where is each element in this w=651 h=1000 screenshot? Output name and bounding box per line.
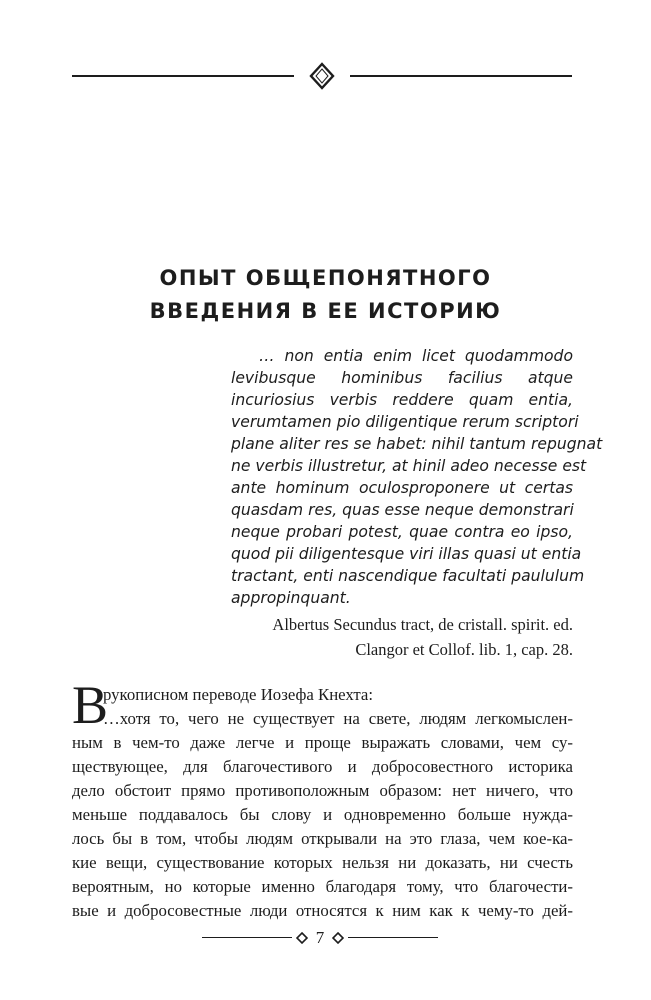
attribution-line-1: Albertus Secundus tract, de cristall. spirit. ed. bbox=[272, 615, 573, 634]
body-line: кие вещи, существование которых нельзя ни доказать, ни счесть bbox=[72, 853, 573, 872]
chapter-title-line-1: ОПЫТ ОБЩЕПОНЯТНОГО bbox=[159, 266, 492, 290]
epigraph-line: quasdam res, quas esse neque demonstrari bbox=[231, 501, 574, 519]
body-line: меньше поддавалось бы слову и одновременно больше нужда- bbox=[72, 805, 573, 824]
diamond-right-icon bbox=[332, 932, 344, 944]
epigraph-line: tractant, enti nascendique facultati paululum bbox=[231, 567, 585, 585]
epigraph-line: … non entia enim licet quodammodo bbox=[259, 347, 573, 365]
body-line: дело обстоит прямо противоположным образом: нет ничего, что bbox=[72, 781, 573, 800]
attribution-line-2: Clangor et Collof. lib. 1, cap. 28. bbox=[355, 640, 573, 659]
body-line: вероятным, но которые именно благодаря тому, что благочести- bbox=[72, 877, 573, 896]
epigraph-line: ne verbis illustretur, at hinil adeo necesse est bbox=[231, 457, 587, 475]
chapter-title bbox=[0, 262, 651, 328]
epigraph-line: verumtamen pio diligentique rerum scriptori bbox=[231, 413, 579, 431]
page-footer bbox=[202, 926, 438, 950]
diamond-ornament-icon bbox=[309, 62, 335, 90]
epigraph-attribution bbox=[231, 612, 573, 662]
ornament-rule-right bbox=[350, 75, 572, 77]
chapter-title-line-2: ВВЕДЕНИЯ В ЕЕ ИСТОРИЮ bbox=[149, 299, 502, 323]
body-line: ным в чем-то даже легче и проще выражать словами, чем су- bbox=[72, 733, 573, 752]
drop-cap: В bbox=[72, 675, 109, 735]
epigraph-line: ante hominum oculosproponere ut certas bbox=[231, 479, 573, 497]
body-line: ществующее, для благочестивого и добросовестного историка bbox=[72, 757, 573, 776]
body-line: …хотя то, чего не существует на свете, людям легкомыслен- bbox=[103, 709, 573, 728]
epigraph-line: levibusque hominibus facilius atque bbox=[231, 369, 573, 387]
top-ornament bbox=[72, 62, 572, 90]
ornament-rule-left bbox=[72, 75, 294, 77]
page-number: 7 bbox=[315, 928, 325, 947]
epigraph-line: incuriosius verbis reddere quam entia, bbox=[231, 391, 573, 409]
epigraph-line: plane aliter res se habet: nihil tantum repugnat bbox=[231, 435, 603, 453]
body-line: вые и добросовестные люди относятся к ним как к чему-то дей- bbox=[72, 901, 573, 920]
epigraph bbox=[231, 345, 603, 609]
body-line: рукописном переводе Иозефа Кнехта: bbox=[103, 685, 374, 704]
epigraph-line: appropinquant. bbox=[231, 589, 351, 607]
epigraph-line: quod pii diligentesque viri illas quasi ut entia bbox=[231, 545, 582, 563]
footer-rule-right bbox=[348, 937, 438, 938]
body-line: лось бы в том, чтобы людям открывали на это глаза, чем кое-ка- bbox=[72, 829, 573, 848]
epigraph-line: neque probari potest, quae contra eo ipso, bbox=[231, 523, 573, 541]
body-text bbox=[72, 683, 573, 923]
